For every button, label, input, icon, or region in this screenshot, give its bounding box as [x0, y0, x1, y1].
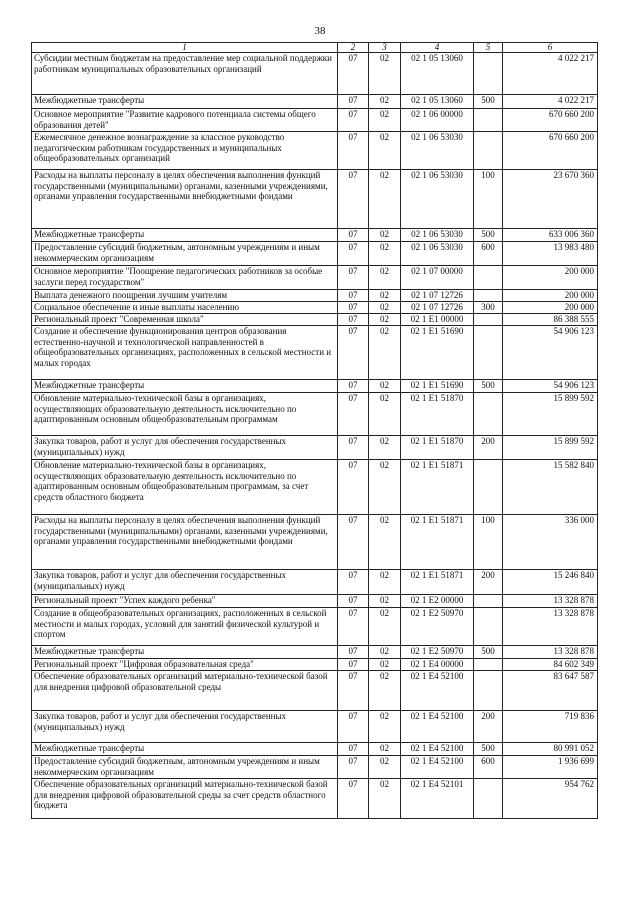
- table-row: [32, 266, 598, 290]
- row-name-cell: Предоставление субсидий бюджетным, автономным учреждениям и иным некоммерческим организациям: [32, 242, 338, 266]
- subsection-cell: 02: [369, 436, 401, 460]
- header-cell-1: 1: [32, 43, 338, 53]
- expense-type-cell: [474, 671, 503, 711]
- target-article-cell: 02 1 E4 52101: [401, 779, 474, 819]
- row-name-cell: Межбюджетные трансферты: [32, 646, 338, 659]
- amount-cell: 15 246 840: [503, 570, 598, 595]
- section-cell: 07: [338, 595, 369, 608]
- target-article-cell: 02 1 05 13060: [401, 95, 474, 109]
- target-article-cell: 02 1 06 53030: [401, 242, 474, 266]
- amount-cell: 670 660 200: [503, 109, 598, 132]
- table-row: [32, 393, 598, 436]
- subsection-cell: 02: [369, 460, 401, 515]
- section-cell: 07: [338, 756, 369, 779]
- section-cell: 07: [338, 229, 369, 242]
- row-name-cell: Обеспечение образовательных организаций материально-технической базой для внедрения цифровой образовательной среды за счет средств областного бюджета: [32, 779, 338, 819]
- target-article-cell: 02 1 E1 51870: [401, 436, 474, 460]
- section-cell: 07: [338, 393, 369, 436]
- subsection-cell: 02: [369, 109, 401, 132]
- table-row: [32, 95, 598, 109]
- amount-cell: 13 328 878: [503, 608, 598, 646]
- table-row: [32, 109, 598, 132]
- expense-type-cell: 500: [474, 95, 503, 109]
- amount-cell: 1 936 699: [503, 756, 598, 779]
- expense-type-cell: 600: [474, 756, 503, 779]
- table-row: [32, 302, 598, 314]
- amount-cell: 13 328 878: [503, 646, 598, 659]
- amount-cell: 15 899 592: [503, 393, 598, 436]
- subsection-cell: 02: [369, 595, 401, 608]
- table-row: [32, 570, 598, 595]
- target-article-cell: 02 1 E2 50970: [401, 646, 474, 659]
- section-cell: 07: [338, 608, 369, 646]
- expense-type-cell: [474, 266, 503, 290]
- table-row: [32, 779, 598, 819]
- amount-cell: 15 582 840: [503, 460, 598, 515]
- target-article-cell: 02 1 06 53030: [401, 170, 474, 229]
- subsection-cell: 02: [369, 290, 401, 302]
- target-article-cell: 02 1 E4 52100: [401, 711, 474, 743]
- row-name-cell: Региональный проект "Цифровая образовательная среда": [32, 659, 338, 671]
- target-article-cell: 02 1 07 12726: [401, 302, 474, 314]
- row-name-cell: Межбюджетные трансферты: [32, 743, 338, 756]
- expense-type-cell: 600: [474, 242, 503, 266]
- header-cell-3: 3: [369, 43, 401, 53]
- amount-cell: 670 660 200: [503, 132, 598, 170]
- section-cell: 07: [338, 302, 369, 314]
- table-row: [32, 290, 598, 302]
- row-name-cell: Создание и обеспечение функционирования центров образования естественно-научной и технологической направленностей в общеобразовательных организациях, расположенных в сельской местности и малых городах: [32, 326, 338, 380]
- amount-cell: 4 022 217: [503, 95, 598, 109]
- amount-cell: 633 006 360: [503, 229, 598, 242]
- subsection-cell: 02: [369, 302, 401, 314]
- table-row: [32, 608, 598, 646]
- target-article-cell: 02 1 07 00000: [401, 266, 474, 290]
- subsection-cell: 02: [369, 242, 401, 266]
- row-name-cell: Создание в общеобразовательных организациях, расположенных в сельской местности и малых городах, условий для занятий физической культурой и спортом: [32, 608, 338, 646]
- subsection-cell: 02: [369, 266, 401, 290]
- header-cell-2: 2: [338, 43, 369, 53]
- expense-type-cell: [474, 109, 503, 132]
- expense-type-cell: 100: [474, 515, 503, 570]
- row-name-cell: Региональный проект "Успех каждого ребенка": [32, 595, 338, 608]
- amount-cell: 336 000: [503, 515, 598, 570]
- subsection-cell: 02: [369, 515, 401, 570]
- table-row: [32, 229, 598, 242]
- amount-cell: 23 670 360: [503, 170, 598, 229]
- section-cell: 07: [338, 95, 369, 109]
- amount-cell: 200 000: [503, 302, 598, 314]
- subsection-cell: 02: [369, 646, 401, 659]
- target-article-cell: 02 1 06 00000: [401, 109, 474, 132]
- table-row: [32, 646, 598, 659]
- row-name-cell: Расходы на выплаты персоналу в целях обеспечения выполнения функций государственными (муниципальными) органами, казенными учреждениями, органами управления государственными внебюджетными фондами: [32, 170, 338, 229]
- table-row: [32, 242, 598, 266]
- row-name-cell: Межбюджетные трансферты: [32, 380, 338, 393]
- row-name-cell: Расходы на выплаты персоналу в целях обеспечения выполнения функций государственными (муниципальными) органами, казенными учреждениями, органами управления государственными внебюджетными фондами: [32, 515, 338, 570]
- expense-type-cell: 200: [474, 711, 503, 743]
- subsection-cell: 02: [369, 659, 401, 671]
- subsection-cell: 02: [369, 393, 401, 436]
- subsection-cell: 02: [369, 53, 401, 95]
- section-cell: 07: [338, 326, 369, 380]
- section-cell: 07: [338, 570, 369, 595]
- subsection-cell: 02: [369, 608, 401, 646]
- header-cell-4: 4: [401, 43, 474, 53]
- target-article-cell: 02 1 E4 00000: [401, 659, 474, 671]
- expense-type-cell: [474, 314, 503, 326]
- section-cell: 07: [338, 109, 369, 132]
- expense-type-cell: 300: [474, 302, 503, 314]
- section-cell: 07: [338, 380, 369, 393]
- subsection-cell: 02: [369, 314, 401, 326]
- table-row: [32, 756, 598, 779]
- row-name-cell: Закупка товаров, работ и услуг для обеспечения государственных (муниципальных) нужд: [32, 436, 338, 460]
- section-cell: 07: [338, 266, 369, 290]
- subsection-cell: 02: [369, 132, 401, 170]
- amount-cell: 54 906 123: [503, 326, 598, 380]
- table-row: [32, 53, 598, 95]
- section-cell: 07: [338, 290, 369, 302]
- expense-type-cell: 500: [474, 229, 503, 242]
- section-cell: 07: [338, 132, 369, 170]
- target-article-cell: 02 1 05 13060: [401, 53, 474, 95]
- row-name-cell: Обновление материально-технической базы в организациях, осуществляющих образовательную деятельность исключительно по адаптированным основным общеобразовательным программам: [32, 393, 338, 436]
- expense-type-cell: [474, 779, 503, 819]
- amount-cell: 4 022 217: [503, 53, 598, 95]
- amount-cell: 83 647 587: [503, 671, 598, 711]
- amount-cell: 86 388 555: [503, 314, 598, 326]
- target-article-cell: 02 1 E1 51690: [401, 380, 474, 393]
- expense-type-cell: [474, 393, 503, 436]
- target-article-cell: 02 1 E1 51871: [401, 515, 474, 570]
- table-row: [32, 659, 598, 671]
- section-cell: 07: [338, 646, 369, 659]
- subsection-cell: 02: [369, 756, 401, 779]
- target-article-cell: 02 1 E1 51871: [401, 460, 474, 515]
- amount-cell: 15 899 592: [503, 436, 598, 460]
- table-row: [32, 743, 598, 756]
- expense-type-cell: [474, 132, 503, 170]
- expense-type-cell: [474, 53, 503, 95]
- target-article-cell: 02 1 07 12726: [401, 290, 474, 302]
- table-row: [32, 326, 598, 380]
- row-name-cell: Ежемесячное денежное вознаграждение за классное руководство педагогическим работникам государственных и муниципальных общеобразовательных организаций: [32, 132, 338, 170]
- subsection-cell: 02: [369, 170, 401, 229]
- target-article-cell: 02 1 E1 00000: [401, 314, 474, 326]
- target-article-cell: 02 1 E2 50970: [401, 608, 474, 646]
- target-article-cell: 02 1 06 53030: [401, 132, 474, 170]
- amount-cell: 84 602 349: [503, 659, 598, 671]
- target-article-cell: 02 1 E2 00000: [401, 595, 474, 608]
- expense-type-cell: 200: [474, 436, 503, 460]
- target-article-cell: 02 1 06 53030: [401, 229, 474, 242]
- expense-type-cell: 500: [474, 646, 503, 659]
- section-cell: 07: [338, 314, 369, 326]
- subsection-cell: 02: [369, 326, 401, 380]
- section-cell: 07: [338, 460, 369, 515]
- subsection-cell: 02: [369, 570, 401, 595]
- table-row: [32, 711, 598, 743]
- table-row: [32, 460, 598, 515]
- row-name-cell: Субсидии местным бюджетам на предоставление мер социальной поддержки работникам муниципальных образовательных организаций: [32, 53, 338, 95]
- subsection-cell: 02: [369, 743, 401, 756]
- row-name-cell: Предоставление субсидий бюджетным, автономным учреждениям и иным некоммерческим организациям: [32, 756, 338, 779]
- amount-cell: 13 983 480: [503, 242, 598, 266]
- target-article-cell: 02 1 E4 52100: [401, 671, 474, 711]
- target-article-cell: 02 1 E1 51690: [401, 326, 474, 380]
- expense-type-cell: 200: [474, 570, 503, 595]
- table-row: [32, 170, 598, 229]
- amount-cell: 200 000: [503, 266, 598, 290]
- table-row: [32, 595, 598, 608]
- header-cell-6: 6: [503, 43, 598, 53]
- expense-type-cell: [474, 595, 503, 608]
- section-cell: 07: [338, 436, 369, 460]
- section-cell: 07: [338, 711, 369, 743]
- section-cell: 07: [338, 659, 369, 671]
- amount-cell: 719 836: [503, 711, 598, 743]
- section-cell: 07: [338, 671, 369, 711]
- row-name-cell: Межбюджетные трансферты: [32, 229, 338, 242]
- section-cell: 07: [338, 53, 369, 95]
- row-name-cell: Основное мероприятие "Поощрение педагогических работников за особые заслуги перед государством": [32, 266, 338, 290]
- page-number: 38: [314, 25, 326, 37]
- table-row: [32, 132, 598, 170]
- row-name-cell: Обновление материально-технической базы в организациях, осуществляющих образовательную деятельность исключительно по адаптированным основным общеобразовательным программам, за счет средств областного бюджета: [32, 460, 338, 515]
- row-name-cell: Закупка товаров, работ и услуг для обеспечения государственных (муниципальных) нужд: [32, 570, 338, 595]
- expense-type-cell: 500: [474, 743, 503, 756]
- section-cell: 07: [338, 779, 369, 819]
- budget-table: [31, 42, 598, 819]
- subsection-cell: 02: [369, 711, 401, 743]
- subsection-cell: 02: [369, 671, 401, 711]
- row-name-cell: Обеспечение образовательных организаций материально-технической базой для внедрения цифровой образовательной среды: [32, 671, 338, 711]
- amount-cell: 80 991 052: [503, 743, 598, 756]
- table-row: [32, 515, 598, 570]
- table-row: [32, 314, 598, 326]
- section-cell: 07: [338, 515, 369, 570]
- expense-type-cell: 100: [474, 170, 503, 229]
- row-name-cell: Основное мероприятие "Развитие кадрового потенциала системы общего образования детей": [32, 109, 338, 132]
- subsection-cell: 02: [369, 229, 401, 242]
- expense-type-cell: 500: [474, 380, 503, 393]
- target-article-cell: 02 1 E4 52100: [401, 756, 474, 779]
- amount-cell: 200 000: [503, 290, 598, 302]
- target-article-cell: 02 1 E1 51870: [401, 393, 474, 436]
- row-name-cell: Региональный проект "Современная школа": [32, 314, 338, 326]
- target-article-cell: 02 1 E4 52100: [401, 743, 474, 756]
- expense-type-cell: [474, 659, 503, 671]
- row-name-cell: Социальное обеспечение и иные выплаты населению: [32, 302, 338, 314]
- amount-cell: 13 328 878: [503, 595, 598, 608]
- amount-cell: 54 906 123: [503, 380, 598, 393]
- expense-type-cell: [474, 460, 503, 515]
- subsection-cell: 02: [369, 779, 401, 819]
- table-row: [32, 671, 598, 711]
- row-name-cell: Закупка товаров, работ и услуг для обеспечения государственных (муниципальных) нужд: [32, 711, 338, 743]
- expense-type-cell: [474, 326, 503, 380]
- expense-type-cell: [474, 290, 503, 302]
- expense-type-cell: [474, 608, 503, 646]
- target-article-cell: 02 1 E1 51871: [401, 570, 474, 595]
- section-cell: 07: [338, 170, 369, 229]
- row-name-cell: Выплата денежного поощрения лучшим учителям: [32, 290, 338, 302]
- table-row: [32, 436, 598, 460]
- amount-cell: 954 762: [503, 779, 598, 819]
- row-name-cell: Межбюджетные трансферты: [32, 95, 338, 109]
- header-cell-5: 5: [474, 43, 503, 53]
- header-row: [32, 43, 598, 53]
- subsection-cell: 02: [369, 95, 401, 109]
- subsection-cell: 02: [369, 380, 401, 393]
- section-cell: 07: [338, 242, 369, 266]
- table-row: [32, 380, 598, 393]
- section-cell: 07: [338, 743, 369, 756]
